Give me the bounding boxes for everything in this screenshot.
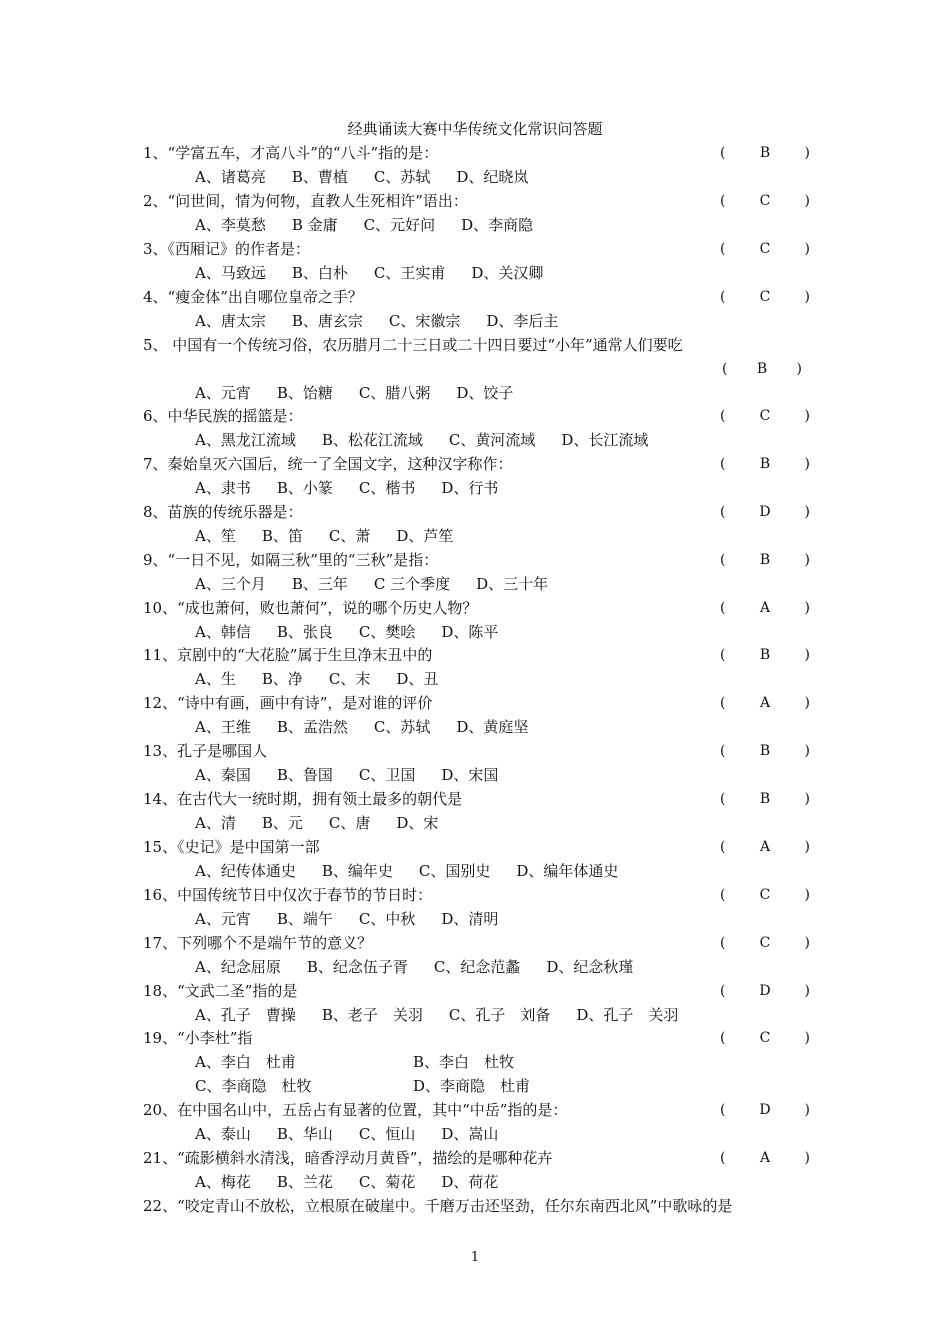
options-row [143,261,862,285]
options-row [143,213,862,237]
answer-bracket [720,643,810,667]
answer-bracket [720,189,810,213]
question-line [143,500,810,524]
answer-letter: A [759,695,771,711]
question-line [143,237,810,261]
answer-open-paren: ( [720,791,726,807]
answer-letter: D [759,983,771,999]
option-item: A、诸葛亮 [195,168,266,186]
question-line [143,189,810,213]
option-item: A、王维 [195,718,251,736]
option-item: C、黄河流域 [448,431,536,449]
answer-open-paren: ( [720,193,726,209]
option-item: A、梅花 [195,1173,251,1191]
answer-open-paren: ( [720,408,726,424]
option-item: D、嵩山 [441,1125,499,1143]
question-line [143,739,810,763]
answer-bracket [720,404,810,428]
question-line [143,883,810,907]
answer-letter: C [759,1030,771,1046]
question-line [143,1146,810,1170]
answer-letter: A [759,839,771,855]
options-row [143,381,862,405]
answer-open-paren: ( [720,1102,726,1118]
answer-close-paren: ) [804,935,810,951]
question-line [143,1098,810,1122]
option-item: C、萧 [328,527,371,545]
option-item: C、苏轼 [373,718,431,736]
answer-letter: C [759,193,771,209]
option-item: D、丑 [396,670,439,688]
answer-close-paren: ) [804,743,810,759]
question-text: 14、在古代大一统时期，拥有领土最多的朝代是 [143,790,463,808]
answer-bracket [722,357,802,381]
option-item: A、韩信 [195,623,251,641]
option-item: D、陈平 [441,623,499,641]
option-item: A、元宵 [195,910,251,928]
answer-close-paren: ) [804,456,810,472]
answer-close-paren: ) [804,145,810,161]
answer-open-paren: ( [720,983,726,999]
option-item: B、净 [261,670,303,688]
answer-open-paren: ( [720,839,726,855]
answer-letter: B [759,552,771,568]
answer-bracket [720,285,810,309]
option-item: B、兰花 [276,1173,333,1191]
option-item: A、李白 杜甫 [195,1053,296,1071]
answer-bracket [720,883,810,907]
question-line [143,1026,810,1050]
answer-letter: C [759,241,771,257]
option-item: A、清 [195,814,236,832]
answer-line [143,357,810,381]
option-item: C、唐 [328,814,371,832]
option-item: D、李后主 [486,312,559,330]
option-item: C、苏轼 [373,168,431,186]
question-text: 13、孔子是哪国人 [143,742,268,760]
option-item: A、生 [195,670,236,688]
option-item: B、松花江流域 [321,431,423,449]
option-item: D、清明 [441,910,499,928]
question-line [143,1194,810,1218]
options-row [143,859,862,883]
option-item: B、张良 [276,623,333,641]
answer-open-paren: ( [720,145,726,161]
option-item: B、端午 [276,910,333,928]
answer-bracket [720,500,810,524]
option-item: D、三十年 [476,575,549,593]
question-line [143,979,810,1003]
answer-bracket [720,1098,810,1122]
option-item: B、曹植 [291,168,348,186]
option-item: C、元好问 [363,216,436,234]
answer-bracket [720,787,810,811]
question-text: 7、秦始皇灭六国后，统一了全国文字，这种汉字称作： [143,455,513,473]
question-text: 10、“成也萧何，败也萧何”，说的哪个历史人物？ [143,599,478,617]
option-item: A、李莫愁 [195,216,266,234]
answer-letter: B [759,791,771,807]
answer-bracket [720,141,810,165]
question-text: 15、《史记》是中国第一部 [143,838,320,856]
option-item: B、纪念伍子胥 [306,958,408,976]
option-item: D、孔子 关羽 [576,1006,679,1024]
answer-letter: A [759,600,771,616]
option-item: A、纪念屈原 [195,958,281,976]
page-number: 1 [470,1250,480,1265]
answer-open-paren: ( [720,887,726,903]
answer-open-paren: ( [720,647,726,663]
answer-close-paren: ) [804,1030,810,1046]
options-row [143,572,862,596]
answer-bracket [720,1026,810,1050]
option-item: B、唐玄宗 [291,312,363,330]
answer-open-paren: ( [720,289,726,305]
option-item: D、长江流域 [561,431,649,449]
answer-open-paren: ( [722,361,728,377]
option-item: D、荷花 [441,1173,499,1191]
question-text: 6、中华民族的摇篮是： [143,407,303,425]
option-item: C、王实甫 [373,264,446,282]
option-item: D、黄庭坚 [456,718,529,736]
option-item: B、华山 [276,1125,333,1143]
question-line [143,931,810,955]
answer-open-paren: ( [720,552,726,568]
answer-bracket [720,596,810,620]
answer-open-paren: ( [720,695,726,711]
question-text: 3、《西厢记》的作者是： [143,240,311,258]
question-line [143,285,810,309]
option-item: A、泰山 [195,1125,251,1143]
answer-bracket [720,931,810,955]
option-item: D、纪晓岚 [456,168,529,186]
answer-open-paren: ( [720,504,726,520]
answer-close-paren: ) [804,408,810,424]
option-item: B、饴糖 [276,384,333,402]
answer-bracket [720,691,810,715]
answer-letter: B [756,361,768,377]
answer-letter: C [759,408,771,424]
question-text: 19、“小李杜”指 [143,1029,253,1047]
option-item: C、卫国 [358,766,416,784]
answer-letter: C [759,887,771,903]
option-item: B、老子 关羽 [321,1006,423,1024]
question-text: 18、“文武二圣”指的是 [143,982,298,1000]
answer-letter: B [759,743,771,759]
answer-bracket [720,739,810,763]
answer-close-paren: ) [804,839,810,855]
answer-letter: B [759,145,771,161]
option-item: C、菊花 [358,1173,416,1191]
question-text: 8、苗族的传统乐器是： [143,503,303,521]
question-text: 4、“瘦金体”出自哪位皇帝之手？ [143,288,363,306]
question-line [143,452,810,476]
option-item: A、唐太宗 [195,312,266,330]
option-item: B、孟浩然 [276,718,348,736]
option-item: B、李白 杜牧 [413,1053,515,1071]
question-text: 12、“诗中有画，画中有诗”，是对谁的评价 [143,694,433,712]
options-row [143,1170,862,1194]
option-item: A、孔子 曹操 [195,1006,296,1024]
answer-close-paren: ) [804,1102,810,1118]
option-item: C、国别史 [418,862,491,880]
question-text: 2、“问世间，情为何物，直教人生死相许”语出： [143,192,468,210]
question-line [143,548,810,572]
option-item: D、行书 [441,479,499,497]
options-row [143,763,862,787]
option-item: C、腊八粥 [358,384,431,402]
options-row [143,715,862,739]
option-item: B、元 [261,814,303,832]
answer-open-paren: ( [720,241,726,257]
option-item: D、李商隐 杜甫 [413,1077,531,1095]
option-item: A、马致远 [195,264,266,282]
option-item: C、李商隐 杜牧 [195,1077,312,1095]
answer-letter: A [759,1150,771,1166]
answer-letter: D [759,504,771,520]
option-item: B 金庸 [291,216,338,234]
question-text: 9、“一日不见，如隔三秋”里的“三秋”是指： [143,551,439,569]
question-text: 11、京剧中的“大花脸”属于生旦净末丑中的 [143,646,433,664]
option-item: B、白朴 [291,264,348,282]
option-item: A、隶书 [195,479,251,497]
question-text: 22、“咬定青山不放松，立根原在破崖中。千磨万击还坚劲，任尔东南西北风”中歌咏的是 [143,1197,733,1215]
option-item: A、笙 [195,527,236,545]
answer-close-paren: ) [804,1150,810,1166]
option-item: A、三个月 [195,575,266,593]
answer-bracket [720,452,810,476]
option-item: D、饺子 [456,384,514,402]
options-row [143,524,862,548]
answer-bracket [720,237,810,261]
option-item: B、小篆 [276,479,333,497]
answer-close-paren: ) [804,647,810,663]
question-text: 21、“疏影横斜水清浅，暗香浮动月黄昏”，描绘的是哪种花卉 [143,1149,553,1167]
answer-close-paren: ) [804,600,810,616]
options-row [143,428,862,452]
answer-close-paren: ) [804,791,810,807]
answer-letter: D [759,1102,771,1118]
answer-close-paren: ) [804,983,810,999]
option-item: D、关汉卿 [471,264,544,282]
answer-letter: B [759,647,771,663]
option-item: C、孔子 刘备 [448,1006,551,1024]
answer-open-paren: ( [720,456,726,472]
answer-close-paren: ) [804,289,810,305]
option-item: D、纪念秋瑾 [546,958,634,976]
answer-bracket [720,1146,810,1170]
option-item: A、纪传体通史 [195,862,296,880]
options-row [143,476,862,500]
answer-letter: C [759,289,771,305]
options-row [143,1003,862,1027]
option-item: A、秦国 [195,766,251,784]
question-text: 1、“学富五车，才高八斗”的“八斗”指的是： [143,144,439,162]
question-line [143,141,810,165]
option-item: C、纪念范蠡 [433,958,521,976]
option-item: D、芦笙 [396,527,454,545]
option-item: C、末 [328,670,371,688]
question-line [143,333,810,357]
option-item: D、编年体通史 [516,862,619,880]
answer-close-paren: ) [804,193,810,209]
options-row [143,1122,862,1146]
page-title: 经典诵读大赛中华传统文化常识问答题 [347,120,603,138]
question-line [143,596,810,620]
answer-open-paren: ( [720,1150,726,1166]
answer-close-paren: ) [804,552,810,568]
option-item: C、楷书 [358,479,416,497]
options-row [143,165,862,189]
question-line [143,835,810,859]
option-item: A、黑龙江流域 [195,431,296,449]
question-text: 16、中国传统节日中仅次于春节的节日时： [143,886,433,904]
option-item: B、鲁国 [276,766,333,784]
question-text: 17、下列哪个不是端午节的意义？ [143,934,373,952]
question-line [143,404,810,428]
options-row [143,1050,862,1074]
answer-bracket [720,548,810,572]
answer-close-paren: ) [804,887,810,903]
answer-open-paren: ( [720,935,726,951]
option-item: A、元宵 [195,384,251,402]
options-row [143,667,862,691]
question-text: 20、在中国名山中，五岳占有显著的位置，其中“中岳”指的是： [143,1101,568,1119]
options-row [143,309,862,333]
answer-bracket [720,979,810,1003]
answer-close-paren: ) [804,504,810,520]
answer-open-paren: ( [720,743,726,759]
option-item: B、笛 [261,527,303,545]
options-row [143,907,862,931]
option-item: B、编年史 [321,862,393,880]
answer-open-paren: ( [720,600,726,616]
options-row [143,1074,862,1098]
question-line [143,691,810,715]
option-item: D、李商隐 [461,216,534,234]
option-item: D、宋 [396,814,439,832]
answer-close-paren: ) [804,241,810,257]
option-item: B、三年 [291,575,348,593]
option-item: C、恒山 [358,1125,416,1143]
option-item: C、樊哙 [358,623,416,641]
answer-close-paren: ) [804,695,810,711]
option-item: C 三个季度 [373,575,451,593]
answer-letter: B [759,456,771,472]
option-item: C、宋徽宗 [388,312,461,330]
options-row [143,620,862,644]
options-row [143,811,862,835]
answer-close-paren: ) [796,361,802,377]
question-text: 5、 中国有一个传统习俗，农历腊月二十三日或二十四日要过“小年”通常人们要吃 [143,336,683,354]
answer-open-paren: ( [720,1030,726,1046]
question-line [143,787,810,811]
option-item: C、中秋 [358,910,416,928]
options-row [143,955,862,979]
question-line [143,643,810,667]
answer-bracket [720,835,810,859]
option-item: D、宋国 [441,766,499,784]
answer-letter: C [759,935,771,951]
